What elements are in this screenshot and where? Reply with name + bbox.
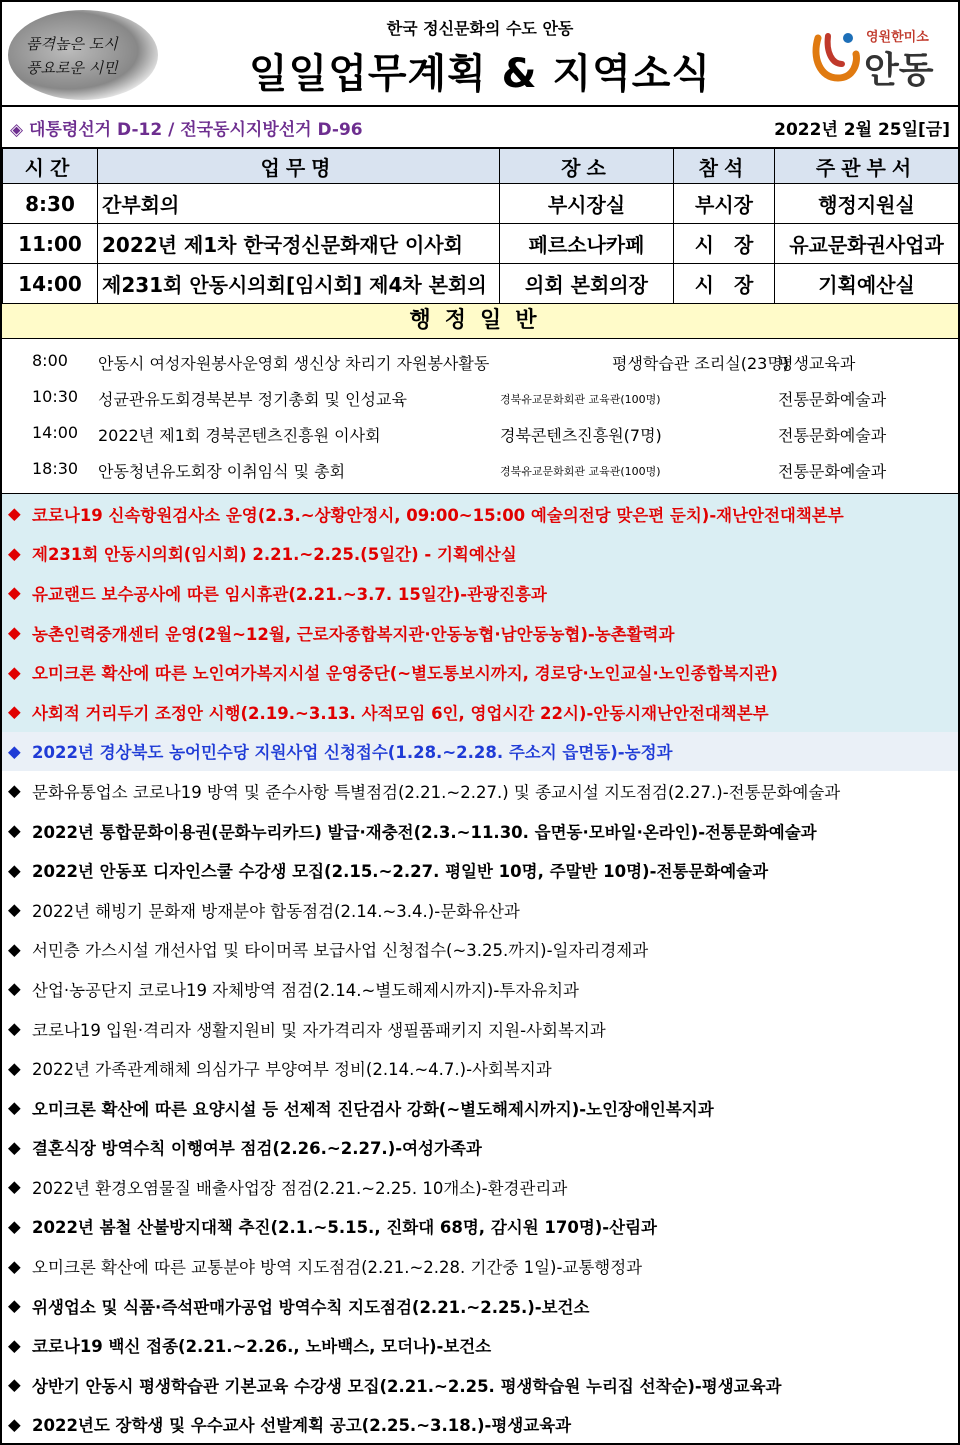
schedule-row xyxy=(3,224,959,264)
diamond-bullet-icon: ◆ xyxy=(8,583,21,603)
notice-text: 코로나19 입원·격리자 생활지원비 및 자가격리자 생필품패키지 지원-사회복지과 xyxy=(32,1020,606,1040)
smile-logo-icon xyxy=(810,28,860,84)
notice-item xyxy=(2,1325,958,1365)
notice-text: 2022년 해빙기 문화재 방재분야 합동점검(2.14.~3.4.)-문화유산과 xyxy=(32,901,520,921)
admin-time: 18:30 xyxy=(32,459,79,478)
admin-row xyxy=(2,343,958,379)
diamond-bullet-icon: ◆ xyxy=(8,504,21,524)
diamond-bullet-icon: ◆ xyxy=(8,781,21,801)
notice-text: 2022년 경상북도 농어민수당 지원사업 신청접수(1.28.~2.28. 주소지 읍면동)-농정과 xyxy=(32,743,673,763)
diamond-bullet-icon: ◆ xyxy=(8,1177,21,1197)
diamond-bullet-icon: ◆ xyxy=(8,979,21,999)
notice-text: 코로나19 신속항원검사소 운영(2.3.~상황안정시, 09:00~15:00 예술의전당 맞은편 둔치)-재난안전대책본부 xyxy=(32,505,844,525)
schedule-row xyxy=(3,184,959,224)
diamond-bullet-icon: ◆ xyxy=(8,1414,21,1434)
admin-dept: 전통문화예술과 xyxy=(778,462,887,481)
diamond-bullet-icon: ◆ xyxy=(8,662,21,682)
notice-item xyxy=(2,573,958,613)
col-header-place: 장소 xyxy=(500,149,674,184)
notice-item xyxy=(2,771,958,811)
logo-wordmark: 안동 xyxy=(864,50,934,91)
notice-text: 문화유통업소 코로나19 방역 및 준수사항 특별점검(2.21.~2.27.) 및 종교시설 지도점검(2.27.)-전통문화예술과 xyxy=(32,782,841,802)
notice-text: 2022년 안동포 디자인스쿨 수강생 모집(2.15.~2.27. 평일반 10명, 주말반 10명)-전통문화예술과 xyxy=(32,862,769,882)
notice-item xyxy=(2,890,958,930)
schedule-time: 11:00 xyxy=(3,224,98,264)
diamond-bullet-icon: ◆ xyxy=(8,543,21,563)
notice-item xyxy=(2,494,958,534)
admin-row xyxy=(2,415,958,451)
notice-item xyxy=(2,811,958,851)
notice-text: 제231회 안동시의회(임시회) 2.21.~2.25.(5일간) - 기획예산실 xyxy=(32,545,517,565)
admin-task: 안동시 여성자원봉사운영회 생신상 차리기 자원봉사활동 xyxy=(98,354,490,373)
header-banner xyxy=(2,2,958,107)
notice-item xyxy=(2,1128,958,1168)
admin-time: 10:30 xyxy=(32,387,79,406)
col-header-task: 업무명 xyxy=(98,149,500,184)
notice-text: 2022년도 장학생 및 우수교사 선발계획 공고(2.25.~3.18.)-평생교육과 xyxy=(32,1416,572,1436)
schedule-dept: 유교문화권사업과 xyxy=(775,224,959,264)
notice-item xyxy=(2,1405,958,1445)
schedule-time: 8:30 xyxy=(3,184,98,224)
diamond-bullet-icon: ◆ xyxy=(8,939,21,959)
notice-item xyxy=(2,850,958,890)
notice-item xyxy=(2,534,958,574)
notice-item xyxy=(2,613,958,653)
notice-text: 오미크론 확산에 따른 교통분야 방역 지도점검(2.21.~2.28. 기간중 1일)-교통행정과 xyxy=(32,1258,643,1278)
slogan-text: 품격높은 도시 풍요로운 시민 xyxy=(26,35,118,77)
diamond-bullet-icon: ◆ xyxy=(8,1058,21,1078)
page-title: 일일업무계획 & 지역소식 xyxy=(248,51,712,97)
notice-text: 상반기 안동시 평생학습관 기본교육 수강생 모집(2.21.~2.25. 평생학습원 누리집 선착순)-평생교육과 xyxy=(32,1376,782,1396)
col-header-attend: 참석 xyxy=(674,149,775,184)
notice-text: 코로나19 백신 접종(2.21.~2.26., 노바백스, 모더나)-보건소 xyxy=(32,1337,492,1357)
admin-section-title: 행정일반 xyxy=(2,304,958,339)
diamond-bullet-icon: ◆ xyxy=(8,1019,21,1039)
notice-text: 위생업소 및 식품·즉석판매가공업 방역수칙 지도점검(2.21.~2.25.)-보건소 xyxy=(32,1297,590,1317)
admin-dept: 평생교육과 xyxy=(778,354,856,373)
notice-item xyxy=(2,1088,958,1128)
col-header-time: 시간 xyxy=(3,149,98,184)
election-dday: ◈ 대통령선거 D-12 / 전국동시지방선거 D-96 xyxy=(10,119,363,140)
notice-item xyxy=(2,1048,958,1088)
schedule-dept: 기획예산실 xyxy=(775,264,959,304)
diamond-bullet-icon: ◆ xyxy=(8,821,21,841)
notice-item xyxy=(2,692,958,732)
notice-text: 2022년 봄철 산불방지대책 추진(2.1.~5.15., 진화대 68명, 감시원 170명)-산림과 xyxy=(32,1218,657,1238)
diamond-bullet-icon: ◆ xyxy=(8,1335,21,1355)
admin-list xyxy=(2,339,958,494)
schedule-task: 2022년 제1차 한국정신문화재단 이사회 xyxy=(98,224,500,264)
document-date: 2022년 2월 25일[금] xyxy=(774,119,950,140)
admin-place: 경북유교문화회관 교육관(100명) xyxy=(500,465,661,478)
notice-item xyxy=(2,1286,958,1326)
diamond-bullet-icon: ◆ xyxy=(8,1256,21,1276)
schedule-task: 간부회의 xyxy=(98,184,500,224)
admin-row xyxy=(2,451,958,487)
notice-text: 2022년 통합문화이용권(문화누리카드) 발급·재충전(2.3.~11.30. 읍면동·모바일·온라인)-전통문화예술과 xyxy=(32,822,817,842)
header-subtitle: 한국 정신문화의 수도 안동 xyxy=(386,19,574,38)
admin-dept: 전통문화예술과 xyxy=(778,426,887,445)
notice-text: 결혼식장 방역수칙 이행여부 점검(2.26.~2.27.)-여성가족과 xyxy=(32,1139,482,1159)
dday-bar xyxy=(2,107,958,148)
notice-text: 오미크론 확산에 따른 노인여가복지시설 운영중단(~별도통보시까지, 경로당·노인교실·노인종합복지관) xyxy=(32,664,778,684)
logo-tagline: 영원한미소 xyxy=(866,30,929,45)
schedule-attend: 부시장 xyxy=(674,184,775,224)
schedule-dept: 행정지원실 xyxy=(775,184,959,224)
schedule-place: 의회 본회의장 xyxy=(500,264,674,304)
admin-row xyxy=(2,379,958,415)
diamond-bullet-icon: ◆ xyxy=(8,1375,21,1395)
admin-task: 안동청년유도회장 이취임식 및 총회 xyxy=(98,462,346,481)
notice-item xyxy=(2,1365,958,1405)
notice-item xyxy=(2,1009,958,1049)
diamond-bullet-icon: ◆ xyxy=(8,860,21,880)
notice-text: 유교랜드 보수공사에 따른 임시휴관(2.21.~3.7. 15일간)-관광진흥과 xyxy=(32,584,547,604)
diamond-bullet-icon: ◆ xyxy=(8,1098,21,1118)
notice-text: 오미크론 확산에 따른 요양시설 등 선제적 진단검사 강화(~별도해제시까지)-노인장애인복지과 xyxy=(32,1099,714,1119)
schedule-time: 14:00 xyxy=(3,264,98,304)
diamond-bullet-icon: ◆ xyxy=(8,1296,21,1316)
notice-item xyxy=(2,1207,958,1247)
notice-item xyxy=(2,652,958,692)
notice-item xyxy=(2,969,958,1009)
notice-item xyxy=(2,930,958,970)
admin-time: 8:00 xyxy=(32,351,68,370)
admin-time: 14:00 xyxy=(32,423,79,442)
schedule-attend: 시 장 xyxy=(674,264,775,304)
diamond-bullet-icon: ◆ xyxy=(8,623,21,643)
admin-task: 2022년 제1회 경북콘텐츠진흥원 이사회 xyxy=(98,426,381,445)
notice-item xyxy=(2,1246,958,1286)
notice-item xyxy=(2,1167,958,1207)
schedule-row xyxy=(3,264,959,304)
schedule-place: 부시장실 xyxy=(500,184,674,224)
notice-text: 2022년 환경오염물질 배출사업장 점검(2.21.~2.25. 10개소)-환경관리과 xyxy=(32,1178,568,1198)
schedule-place: 페르소나카페 xyxy=(500,224,674,264)
notice-list xyxy=(2,494,958,1444)
diamond-bullet-icon: ◆ xyxy=(8,702,21,722)
col-header-dept: 주관부서 xyxy=(775,149,959,184)
admin-task: 성균관유도회경북본부 정기총회 및 인성교육 xyxy=(98,390,407,409)
schedule-task: 제231회 안동시의회[임시회] 제4차 본회의 xyxy=(98,264,500,304)
andong-logo xyxy=(810,22,940,91)
diamond-bullet-icon: ◆ xyxy=(8,900,21,920)
notice-text: 2022년 가족관계해체 의심가구 부양여부 정비(2.14.~4.7.)-사회복지과 xyxy=(32,1060,552,1080)
admin-place: 경북유교문화회관 교육관(100명) xyxy=(500,393,661,406)
admin-place: 평생학습관 조리실(23명) xyxy=(612,354,790,373)
schedule-attend: 시 장 xyxy=(674,224,775,264)
diamond-bullet-icon: ◆ xyxy=(8,1216,21,1236)
notice-text: 산업·농공단지 코로나19 자체방역 점검(2.14.~별도해제시까지)-투자유치과 xyxy=(32,980,579,1000)
schedule-table xyxy=(2,148,959,304)
diamond-bullet-icon: ◆ xyxy=(8,1137,21,1157)
diamond-bullet-icon: ◆ xyxy=(8,741,21,761)
notice-text: 서민층 가스시설 개선사업 및 타이머콕 보급사업 신청접수(~3.25.까지)-일자리경제과 xyxy=(32,941,649,961)
notice-item xyxy=(2,732,958,772)
schedule-header-row xyxy=(3,149,959,184)
notice-text: 농촌인력중개센터 운영(2월~12월, 근로자종합복지관·안동농협·남안동농협)-농촌활력과 xyxy=(32,624,675,644)
notice-text: 사회적 거리두기 조정안 시행(2.19.~3.13. 사적모임 6인, 영업시간 22시)-안동시재난안전대책본부 xyxy=(32,703,769,723)
admin-dept: 전통문화예술과 xyxy=(778,390,887,409)
admin-place: 경북콘텐츠진흥원(7명) xyxy=(500,426,662,445)
